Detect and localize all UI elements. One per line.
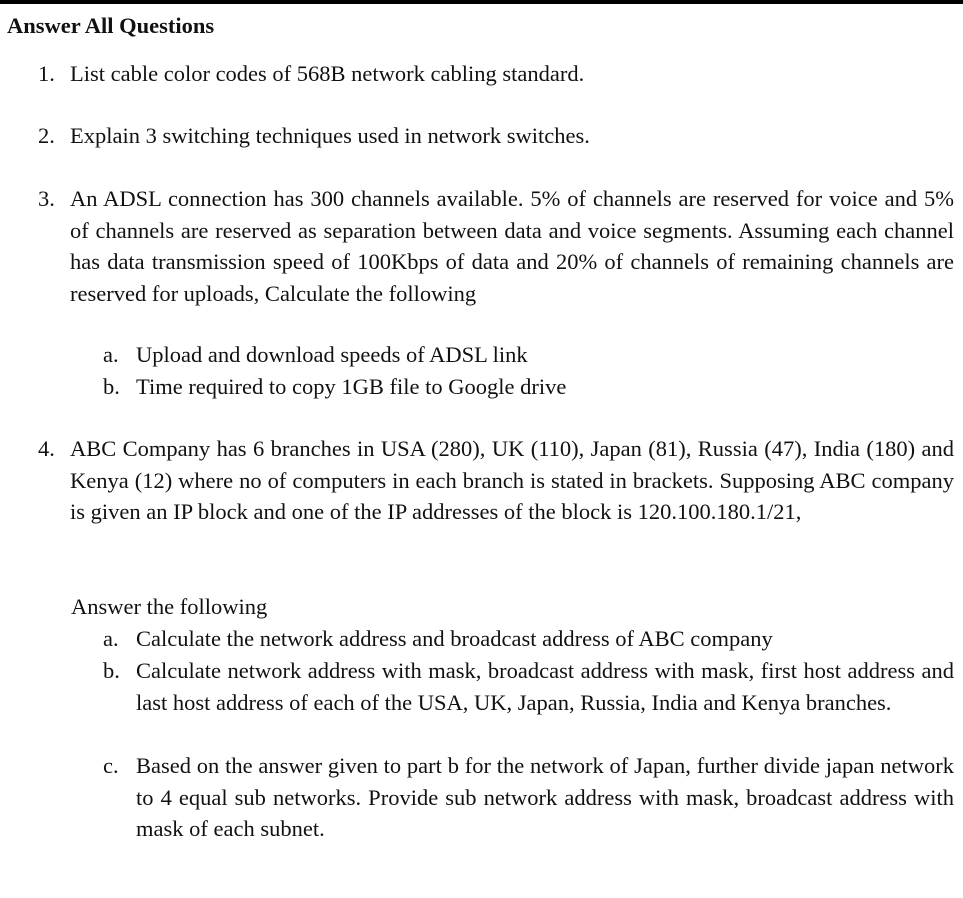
question-4-part-b <box>103 655 954 718</box>
part-text: Based on the answer given to part b for the network of Japan, further divide japan network to 4 equal sub networks. Provide sub network address with mask, broadcast address with mask of each subnet. <box>136 753 954 841</box>
part-text: Calculate network address with mask, broadcast address with mask, first host address and last host address of each of the USA, UK, Japan, Russia, India and Kenya branches. <box>136 658 954 715</box>
question-text: An ADSL connection has 300 channels available. 5% of channels are reserved for voice and 5% of channels are reserved as separation between data and voice segments. Assuming each channel has data transmission speed of 100Kbps of data and 20% of channels of remaining channels are reserved for uploads, Calculate the following <box>70 186 954 306</box>
part-letter: b. <box>103 658 120 683</box>
page-heading: Answer All Questions <box>7 13 215 38</box>
part-text: Time required to copy 1GB file to Google drive <box>136 374 567 399</box>
part-text: Calculate the network address and broadcast address of ABC company <box>136 626 773 651</box>
question-number: 3. <box>38 186 55 211</box>
part-letter: a. <box>103 626 119 651</box>
part-letter: c. <box>103 753 119 778</box>
question-4-part-a <box>103 623 954 655</box>
question-number: 1. <box>38 61 55 86</box>
question-text: Explain 3 switching techniques used in network switches. <box>70 123 590 148</box>
question-text: ABC Company has 6 branches in USA (280), UK (110), Japan (81), Russia (47), India (180) and Kenya (12) where no of computers in each branch is stated in brackets. Supposing ABC company is given an IP block and one of the IP addresses of the block is 120.100.180.1/21, <box>70 436 954 524</box>
question-4-part-c <box>103 750 954 845</box>
question-number: 2. <box>38 123 55 148</box>
question-4 <box>38 433 954 528</box>
part-letter: a. <box>103 342 119 367</box>
top-border-rule <box>0 0 963 4</box>
part-text: Upload and download speeds of ADSL link <box>136 342 528 367</box>
question-3-part-b <box>103 371 954 403</box>
part-letter: b. <box>103 374 120 399</box>
question-3 <box>38 183 954 309</box>
question-number: 4. <box>38 436 55 461</box>
question-3-part-a <box>103 339 954 371</box>
question-2 <box>38 120 954 152</box>
question-4-instruction: Answer the following <box>71 594 268 619</box>
question-1 <box>38 58 954 90</box>
question-text: List cable color codes of 568B network cabling standard. <box>70 61 585 86</box>
